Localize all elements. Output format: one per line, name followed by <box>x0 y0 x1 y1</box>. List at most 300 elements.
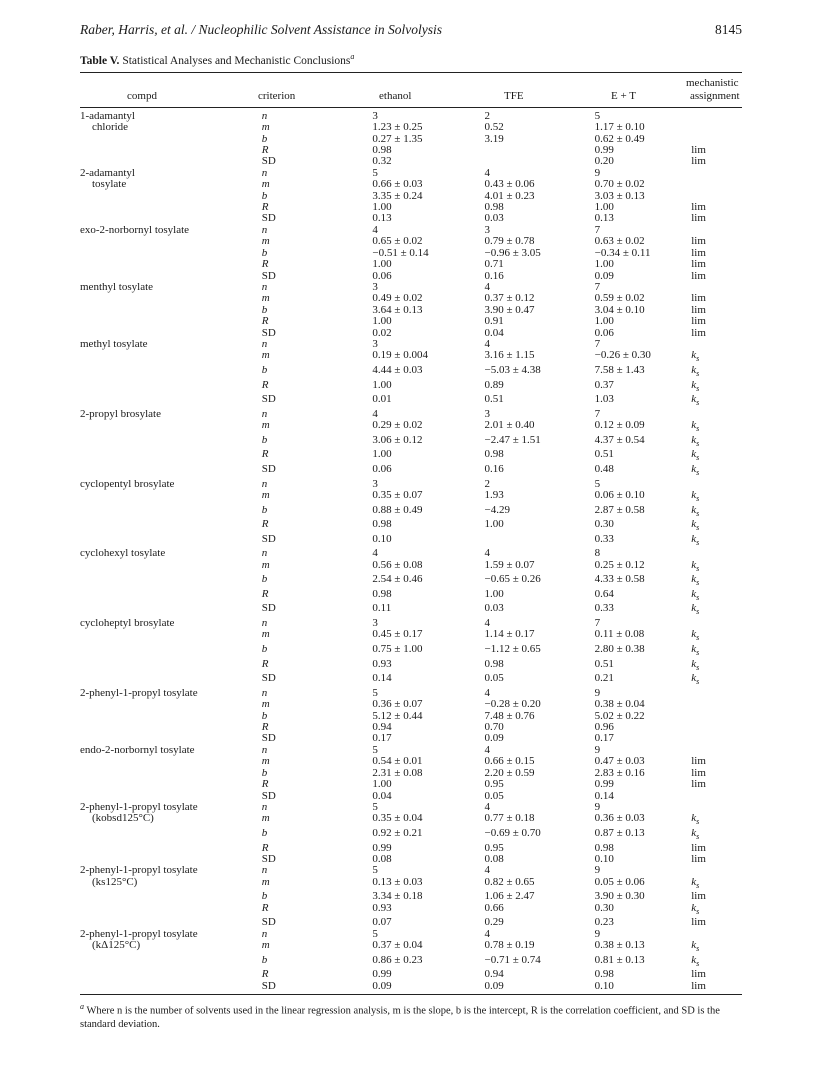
et-value: 0.10 <box>594 852 614 865</box>
table-caption <box>80 52 742 67</box>
table-row <box>80 350 742 365</box>
criterion: SD <box>261 326 276 339</box>
mechanistic-assignment <box>691 111 742 122</box>
mechanistic-assignment <box>691 802 742 813</box>
mechanistic-assignment: $k_s$ <box>691 812 700 827</box>
criterion: m <box>261 558 270 571</box>
tfe-value: 1.14 ± 0.17 <box>484 628 535 641</box>
compound-name-cell <box>80 699 262 710</box>
mechanistic-assignment: lim <box>691 778 706 791</box>
compound-name-cell <box>80 259 262 270</box>
criterion: b <box>261 890 268 903</box>
mechanistic-assignment: $k_s$ <box>691 518 700 533</box>
tfe-value: 2.20 ± 0.59 <box>484 766 535 779</box>
footnote <box>80 1000 742 1031</box>
et-value: 0.30 <box>594 518 614 531</box>
data-table <box>80 111 742 992</box>
criterion: m <box>261 235 270 248</box>
criterion: m <box>261 812 270 825</box>
compound-name-cell <box>80 191 262 202</box>
mechanistic-assignment <box>691 618 742 629</box>
table-row <box>80 156 742 167</box>
et-value: 9 <box>594 166 601 179</box>
compound-name-cell <box>80 722 262 733</box>
mechanistic-assignment: $k_s$ <box>691 462 700 478</box>
criterion: n <box>261 477 268 490</box>
table-row <box>80 328 742 339</box>
et-value: 0.20 <box>594 155 614 168</box>
et-value: 0.59 ± 0.02 <box>594 292 645 305</box>
tfe-value: 0.89 <box>484 378 504 391</box>
table-row <box>80 981 742 992</box>
criterion: SD <box>261 732 276 745</box>
compound-name-cell <box>80 574 262 589</box>
criterion: b <box>261 709 268 722</box>
compound-name-cell <box>80 179 262 190</box>
mechanistic-assignment: $k_s$ <box>691 643 700 658</box>
et-value: 9 <box>594 927 601 940</box>
ethanol-value: 0.56 ± 0.08 <box>372 558 423 571</box>
ethanol-value: 0.65 ± 0.02 <box>372 235 423 248</box>
criterion: R <box>261 968 269 981</box>
table-row <box>80 768 742 779</box>
compound-name-cell <box>80 134 262 145</box>
et-value: 0.10 <box>594 979 614 992</box>
et-value: 2.83 ± 0.16 <box>594 766 645 779</box>
compound-name: 2-phenyl-1-propyl tosylate <box>80 927 198 940</box>
table-row <box>80 779 742 790</box>
tfe-value: 2 <box>484 109 490 122</box>
footnote-text: Where n is the number of solvents used in the linear regression analysis, m is the slope, b is the intercept, R is the correlation coefficient, and SD is the standard deviation. <box>80 1005 720 1030</box>
et-value: 0.47 ± 0.03 <box>594 755 645 768</box>
criterion: R <box>261 144 269 157</box>
tfe-value: −1.12 ± 0.65 <box>484 643 541 656</box>
tfe-value: 3 <box>484 223 490 236</box>
compound-name: 2-phenyl-1-propyl tosylate <box>80 800 198 813</box>
table-row <box>80 420 742 435</box>
tfe-value: 0.71 <box>484 258 504 271</box>
criterion: R <box>261 201 269 214</box>
mechanistic-assignment: $k_s$ <box>691 826 700 842</box>
tfe-value: 0.04 <box>484 326 504 339</box>
criterion: n <box>261 223 268 236</box>
compound-name: endo-2-norbornyl tosylate <box>80 743 195 756</box>
table-row <box>80 191 742 202</box>
col-tfe: TFE <box>504 89 524 102</box>
tfe-value: 0.03 <box>484 602 504 615</box>
mechanistic-assignment: $k_s$ <box>691 558 700 573</box>
compound-name-cell <box>80 394 262 409</box>
compound-name-cell <box>80 548 262 559</box>
tfe-value: 0.05 <box>484 789 504 802</box>
table-row <box>80 534 742 549</box>
tfe-value: 1.00 <box>484 518 504 531</box>
et-value: 5.02 ± 0.22 <box>594 709 645 722</box>
ethanol-value: 1.00 <box>372 201 392 214</box>
table-row <box>80 560 742 575</box>
table-row <box>80 519 742 534</box>
criterion: b <box>261 433 268 446</box>
et-value: 7 <box>594 337 601 350</box>
table-row <box>80 940 742 955</box>
criterion: SD <box>261 852 276 865</box>
compound-name-cell <box>80 409 262 420</box>
ethanol-value: 0.02 <box>372 326 392 339</box>
et-value: 5 <box>594 477 601 490</box>
ethanol-value: 3.06 ± 0.12 <box>372 433 423 446</box>
et-value: 0.33 <box>594 602 614 615</box>
mechanistic-assignment: lim <box>691 755 706 768</box>
compound-name-cell <box>80 365 262 380</box>
compound-name: 2-phenyl-1-propyl tosylate <box>80 864 198 877</box>
criterion: n <box>261 280 268 293</box>
compound-name-cell <box>80 644 262 659</box>
table-row <box>80 955 742 970</box>
et-value: 0.51 <box>594 448 614 461</box>
mechanistic-assignment: $k_s$ <box>691 448 700 463</box>
et-value: 0.48 <box>594 462 614 475</box>
footnote-mark: a <box>80 1002 84 1012</box>
compound-name-cell <box>80 877 262 892</box>
mechanistic-assignment: lim <box>691 303 706 316</box>
criterion: n <box>261 407 268 420</box>
mechanistic-assignment: lim <box>691 212 706 225</box>
table-row <box>80 843 742 854</box>
et-value: 0.99 <box>594 144 614 157</box>
table-row <box>80 711 742 722</box>
mechanistic-assignment: lim <box>691 852 706 865</box>
criterion: SD <box>261 602 276 615</box>
ethanol-value: 0.35 ± 0.04 <box>372 812 423 825</box>
tfe-value: 1.00 <box>484 587 504 600</box>
tfe-value: 3.16 ± 1.15 <box>484 349 535 362</box>
table-row <box>80 629 742 644</box>
mechanistic-assignment <box>691 409 742 420</box>
criterion: R <box>261 721 269 734</box>
mechanistic-assignment: lim <box>691 201 706 214</box>
et-value: 0.63 ± 0.02 <box>594 235 645 248</box>
criterion: SD <box>261 532 276 545</box>
et-value: 3.90 ± 0.30 <box>594 890 645 903</box>
criterion: n <box>261 743 268 756</box>
mechanistic-assignment: lim <box>691 246 706 259</box>
compound-name: 2-propyl brosylate <box>80 407 161 420</box>
ethanol-value: 1.23 ± 0.25 <box>372 121 423 134</box>
mechanistic-assignment: $k_s$ <box>691 488 700 504</box>
table-row <box>80 903 742 918</box>
ethanol-value: 5.12 ± 0.44 <box>372 709 423 722</box>
compound-name-cell <box>80 940 262 955</box>
et-value: 0.81 ± 0.13 <box>594 953 645 966</box>
et-value: 1.00 <box>594 258 614 271</box>
ethanol-value: 0.75 ± 1.00 <box>372 643 423 656</box>
et-value: 4.37 ± 0.54 <box>594 433 645 446</box>
ethanol-value: 3.35 ± 0.24 <box>372 189 423 202</box>
mechanistic-assignment: lim <box>691 326 706 339</box>
criterion: R <box>261 587 269 600</box>
mechanistic-assignment: $k_s$ <box>691 602 700 617</box>
criterion: n <box>261 109 268 122</box>
et-value: 2.87 ± 0.58 <box>594 503 645 516</box>
ethanol-value: 4 <box>372 223 378 236</box>
mechanistic-assignment: lim <box>691 315 706 328</box>
tfe-value: 0.91 <box>484 315 504 328</box>
running-title: Raber, Harris, et al. / Nucleophilic Solvent Assistance in Solvolysis <box>80 22 442 37</box>
table-row <box>80 644 742 659</box>
table-label: Table V. <box>80 54 120 67</box>
ethanol-value: 0.01 <box>372 393 392 406</box>
compound-name: (kobsd125°C) <box>92 812 154 825</box>
et-value: 0.23 <box>594 916 614 929</box>
criterion: SD <box>261 212 276 225</box>
table-row <box>80 134 742 145</box>
ethanol-value: 0.29 ± 0.02 <box>372 419 423 432</box>
tfe-value: 0.70 <box>484 721 504 734</box>
ethanol-value: 1.00 <box>372 315 392 328</box>
et-value: 5 <box>594 109 601 122</box>
criterion: SD <box>261 462 276 475</box>
compound-name: tosylate <box>92 178 127 191</box>
ethanol-value: 0.98 <box>372 518 392 531</box>
ethanol-value: 3 <box>372 280 378 293</box>
criterion: n <box>261 166 268 179</box>
mechanistic-assignment: lim <box>691 916 706 929</box>
table-row <box>80 179 742 190</box>
et-value: 3.04 ± 0.10 <box>594 303 645 316</box>
ethanol-value: 0.04 <box>372 789 392 802</box>
ethanol-value: 0.36 ± 0.07 <box>372 698 423 711</box>
tfe-value: 0.82 ± 0.65 <box>484 875 535 888</box>
ethanol-value: 3.34 ± 0.18 <box>372 890 423 903</box>
mechanistic-assignment: $k_s$ <box>691 573 700 588</box>
criterion: n <box>261 337 268 350</box>
et-value: 9 <box>594 686 601 699</box>
compound-name-cell <box>80 145 262 156</box>
table-row <box>80 464 742 479</box>
table-row <box>80 828 742 843</box>
mechanistic-assignment <box>691 122 742 133</box>
mechanistic-assignment <box>691 722 742 733</box>
criterion: b <box>261 303 268 316</box>
criterion: n <box>261 927 268 940</box>
compound-name-cell <box>80 843 262 854</box>
compound-name-cell <box>80 618 262 629</box>
compound-name-cell <box>80 711 262 722</box>
et-value: 8 <box>594 547 601 560</box>
tfe-value <box>484 145 594 156</box>
ethanol-value: 0.99 <box>372 968 392 981</box>
table-title: Statistical Analyses and Mechanistic Conclusions <box>122 54 351 67</box>
mechanistic-assignment: $k_s$ <box>691 672 700 687</box>
mechanistic-assignment: $k_s$ <box>691 349 700 364</box>
ethanol-value: 0.09 <box>372 979 392 992</box>
compound-name-cell <box>80 293 262 304</box>
criterion: SD <box>261 979 276 992</box>
table-row <box>80 449 742 464</box>
criterion: n <box>261 864 268 877</box>
et-value: 0.06 ± 0.10 <box>594 488 645 501</box>
criterion: R <box>261 378 269 391</box>
compound-name-cell <box>80 779 262 790</box>
compound-name-cell <box>80 768 262 779</box>
table-row <box>80 505 742 520</box>
criterion: R <box>261 258 269 271</box>
ethanol-value: 0.35 ± 0.07 <box>372 488 423 501</box>
table-row <box>80 891 742 902</box>
criterion: n <box>261 617 268 630</box>
tfe-value: 1.59 ± 0.07 <box>484 558 535 571</box>
et-value: 3.03 ± 0.13 <box>594 189 645 202</box>
table-bottom-rule <box>80 994 742 995</box>
mechanistic-assignment: $k_s$ <box>691 532 700 547</box>
et-value: 0.13 <box>594 212 614 225</box>
et-value: 0.14 <box>594 789 614 802</box>
compound-name: chloride <box>92 121 129 134</box>
table-row <box>80 589 742 604</box>
ethanol-value: 2.54 ± 0.46 <box>372 573 423 586</box>
table-row <box>80 316 742 327</box>
mechanistic-assignment: lim <box>691 155 706 168</box>
ethanol-value: 4.44 ± 0.03 <box>372 363 423 376</box>
et-value: 0.33 <box>594 532 614 545</box>
criterion: R <box>261 448 269 461</box>
mechanistic-assignment <box>691 791 742 802</box>
ethanol-value: 5 <box>372 864 378 877</box>
ethanol-value: 5 <box>372 743 378 756</box>
et-value: 9 <box>594 864 601 877</box>
compound-name: (kΔ125°C) <box>92 939 141 952</box>
compound-name-cell <box>80 981 262 992</box>
tfe-value: −0.96 ± 3.05 <box>484 246 541 259</box>
criterion: m <box>261 488 270 501</box>
tfe-value: 2.01 ± 0.40 <box>484 419 535 432</box>
tfe-value: 0.94 <box>484 968 504 981</box>
ethanol-value: 3 <box>372 337 378 350</box>
et-value: 9 <box>594 743 601 756</box>
compound-name: 1-adamantyl <box>80 109 135 122</box>
compound-name-cell <box>80 629 262 644</box>
compound-name-cell <box>80 955 262 970</box>
et-value: 0.99 <box>594 778 614 791</box>
criterion: m <box>261 628 270 641</box>
compound-name-cell <box>80 122 262 133</box>
et-value: 0.98 <box>594 968 614 981</box>
tfe-value: 4 <box>484 617 490 630</box>
tfe-value: 0.05 <box>484 672 504 685</box>
et-value: 0.30 <box>594 901 614 914</box>
criterion: b <box>261 643 268 656</box>
mechanistic-assignment: lim <box>691 766 706 779</box>
mechanistic-assignment: $k_s$ <box>691 503 700 518</box>
ethanol-value: 0.66 ± 0.03 <box>372 178 423 191</box>
ethanol-value: 3 <box>372 617 378 630</box>
compound-name: (ks125°C) <box>92 875 138 888</box>
compound-name-cell <box>80 659 262 674</box>
table-row <box>80 574 742 589</box>
compound-name-cell <box>80 420 262 435</box>
mechanistic-assignment <box>691 479 742 490</box>
page-number: 8145 <box>715 22 742 37</box>
criterion: m <box>261 755 270 768</box>
col-criterion: criterion <box>258 89 296 102</box>
tfe-value: 3.90 ± 0.47 <box>484 303 535 316</box>
compound-name-cell <box>80 339 262 350</box>
table-row <box>80 145 742 156</box>
ethanol-value: 0.06 <box>372 269 392 282</box>
table-row <box>80 813 742 828</box>
compound-name: cyclohexyl tosylate <box>80 547 166 560</box>
criterion: SD <box>261 393 276 406</box>
ethanol-value: 0.27 ± 1.35 <box>372 132 423 145</box>
et-value: 0.38 ± 0.13 <box>594 939 645 952</box>
compound-name-cell <box>80 969 262 980</box>
criterion: b <box>261 363 268 376</box>
compound-name-cell <box>80 828 262 843</box>
tfe-value: 0.16 <box>484 269 504 282</box>
table-row <box>80 722 742 733</box>
ethanol-value: 0.94 <box>372 721 392 734</box>
tfe-value: 0.09 <box>484 979 504 992</box>
tfe-value: 0.03 <box>484 212 504 225</box>
et-value: 4.33 ± 0.58 <box>594 573 645 586</box>
compound-name-cell <box>80 464 262 479</box>
tfe-value: −0.71 ± 0.74 <box>484 953 541 966</box>
ethanol-value: 0.98 <box>372 587 392 600</box>
tfe-value: −0.28 ± 0.20 <box>484 698 541 711</box>
mechanistic-assignment: $k_s$ <box>691 875 700 890</box>
compound-name-cell <box>80 519 262 534</box>
criterion: SD <box>261 269 276 282</box>
table-header <box>80 73 742 107</box>
mechanistic-assignment: $k_s$ <box>691 657 700 672</box>
et-value: 7 <box>594 280 601 293</box>
ethanol-value: 3 <box>372 477 378 490</box>
table-row <box>80 756 742 767</box>
et-value: 0.06 <box>594 326 614 339</box>
ethanol-value: 1.00 <box>372 258 392 271</box>
table-row <box>80 305 742 316</box>
et-value: 0.09 <box>594 269 614 282</box>
col-mech-line1: mechanistic <box>686 76 739 89</box>
tfe-value: 0.43 ± 0.06 <box>484 178 535 191</box>
compound-name-cell <box>80 560 262 575</box>
tfe-value <box>484 534 594 549</box>
et-value: 0.36 ± 0.03 <box>594 812 645 825</box>
tfe-value: 0.98 <box>484 448 504 461</box>
tfe-value: 0.08 <box>484 852 504 865</box>
running-header <box>80 22 742 40</box>
compound-name-cell <box>80 903 262 918</box>
et-value: 7 <box>594 223 601 236</box>
table-title-note: a <box>350 52 355 61</box>
mechanistic-assignment: $k_s$ <box>691 363 700 379</box>
mechanistic-assignment: $k_s$ <box>691 419 700 434</box>
compound-name-cell <box>80 435 262 450</box>
et-value: 9 <box>594 800 601 813</box>
table-row <box>80 659 742 674</box>
criterion: R <box>261 657 269 670</box>
compound-name: 2-adamantyl <box>80 166 135 179</box>
mechanistic-assignment: lim <box>691 292 706 305</box>
tfe-value: 7.48 ± 0.76 <box>484 709 535 722</box>
mechanistic-assignment: lim <box>691 979 706 992</box>
ethanol-value: 0.45 ± 0.17 <box>372 628 423 641</box>
tfe-value: 2 <box>484 477 490 490</box>
compound-name-cell <box>80 745 262 756</box>
ethanol-value: 2.31 ± 0.08 <box>372 766 423 779</box>
mechanistic-assignment: $k_s$ <box>691 628 700 643</box>
tfe-value: 0.52 <box>484 121 504 134</box>
